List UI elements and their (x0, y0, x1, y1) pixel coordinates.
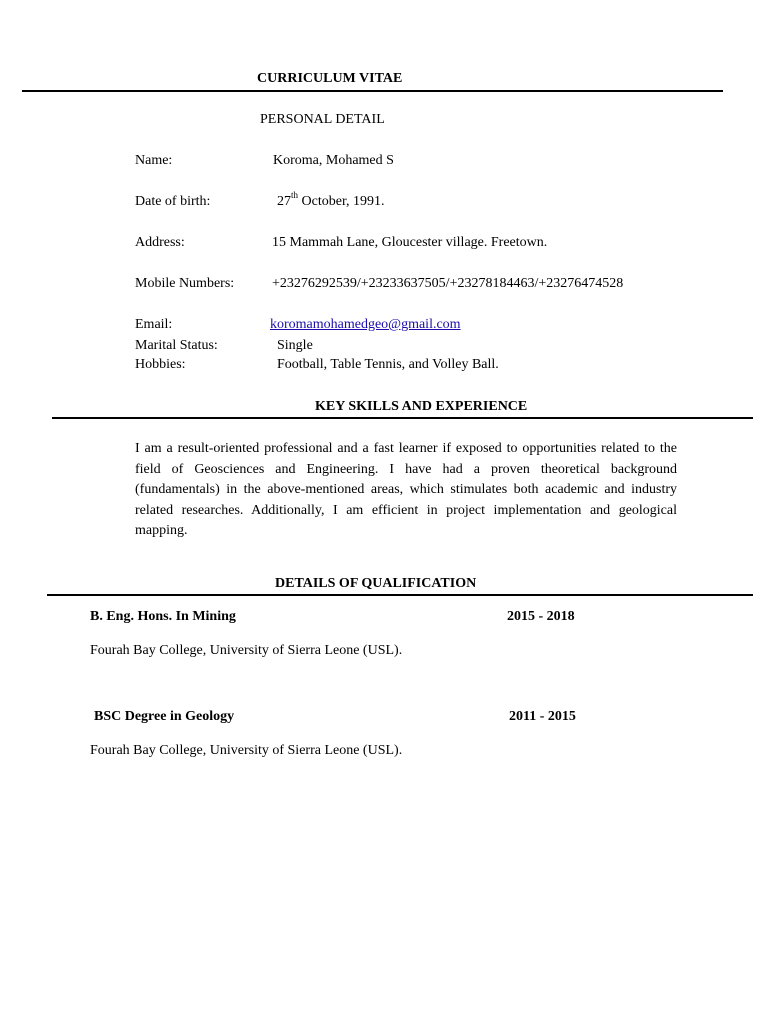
skills-divider (52, 417, 753, 419)
qualifications-divider (47, 594, 753, 596)
dob-suffix: th (291, 190, 299, 201)
skills-paragraph: I am a result-oriented professional and a fast learner if exposed to opportunities related to the field of Geosciences and Engineering. I have had a proven theoretical background (fundamentals) in the above-mentioned areas, which stimulates both academic and industry related researches. Additionally, I am efficient in project implementation and geological mapping. (135, 441, 677, 539)
marital-value: Single (277, 338, 313, 353)
qualification-degree: BSC Degree in Geology (94, 709, 235, 724)
qualifications-heading: DETAILS OF QUALIFICATION (275, 576, 477, 591)
dob-value (277, 190, 385, 210)
title-divider (22, 90, 723, 92)
hobbies-value: Football, Table Tennis, and Volley Ball. (277, 357, 499, 372)
qualification-institution: Fourah Bay College, University of Sierra Leone (USL). (90, 643, 403, 658)
cv-title: CURRICULUM VITAE (257, 71, 403, 86)
qualification-years: 2011 - 2015 (509, 709, 576, 724)
marital-label: Marital Status: (135, 338, 218, 353)
address-label: Address: (135, 235, 185, 250)
qualification-degree: B. Eng. Hons. In Mining (90, 609, 236, 624)
dob-rest: October, 1991. (298, 194, 385, 209)
name-label: Name: (135, 153, 173, 168)
dob-label: Date of birth: (135, 194, 211, 209)
key-skills-heading: KEY SKILLS AND EXPERIENCE (315, 399, 528, 414)
address-value: 15 Mammah Lane, Gloucester village. Freetown. (272, 235, 548, 250)
personal-detail-heading: PERSONAL DETAIL (260, 112, 385, 127)
qualification-institution: Fourah Bay College, University of Sierra Leone (USL). (90, 743, 403, 758)
email-label: Email: (135, 317, 173, 332)
email-link[interactable]: koromamohamedgeo@gmail.com (270, 317, 461, 332)
mobile-value: +23276292539/+23233637505/+23278184463/+23276474528 (272, 276, 624, 291)
name-value: Koroma, Mohamed S (273, 153, 394, 168)
qualification-years: 2015 - 2018 (507, 609, 575, 624)
hobbies-label: Hobbies: (135, 357, 186, 372)
mobile-label: Mobile Numbers: (135, 276, 235, 291)
dob-day: 27 (277, 194, 291, 209)
